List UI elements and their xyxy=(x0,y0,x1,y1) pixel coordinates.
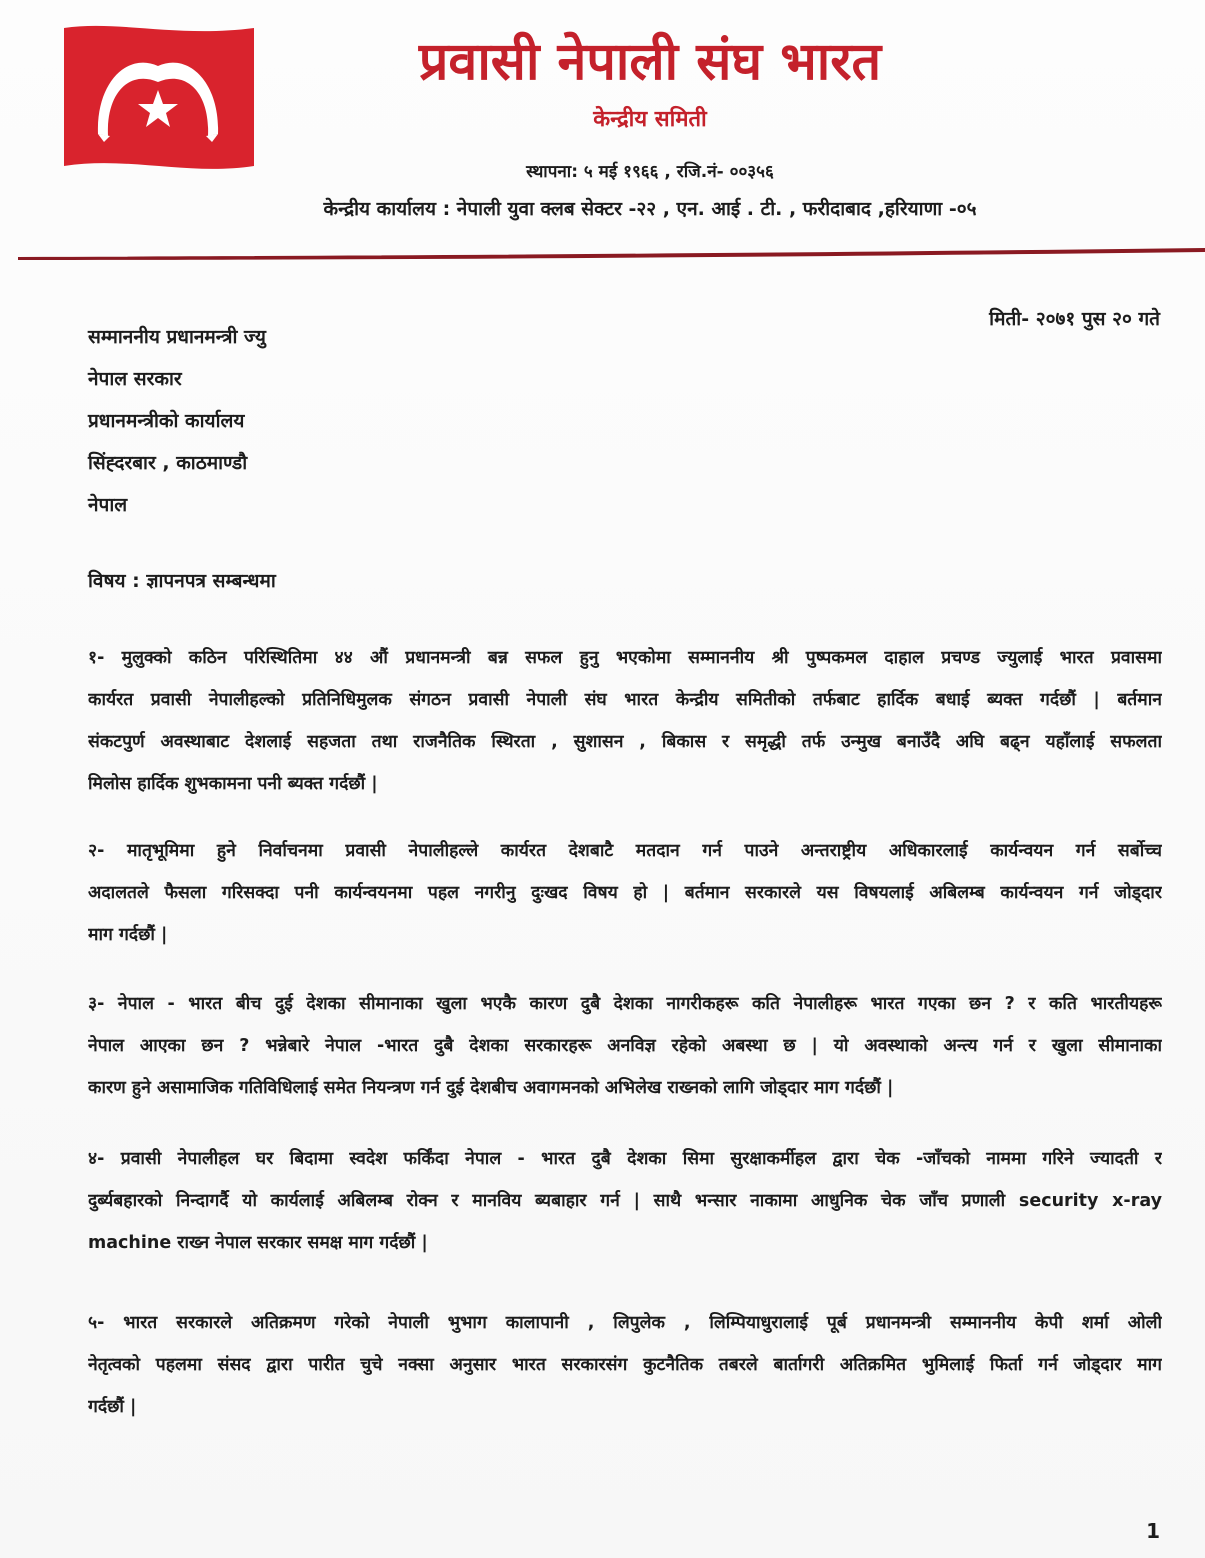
paragraph-line: २- मातृभूमिमा हुने निर्वाचनमा प्रवासी नेपालीहल्ले कार्यरत देशबाटै मतदान गर्न पाउने अन्तराष्ट्रीय अधिकारलाई कार्यन्वयन गर्न सर्बोच्च xyxy=(88,841,1162,861)
paragraph-line: कार्यरत प्रवासी नेपालीहल्को प्रतिनिधिमुलक संगठन प्रवासी नेपाली संघ भारत केन्द्रीय समितीको तर्फबाट हार्दिक बधाई ब्यक्त गर्दछौं | बर्तमान xyxy=(88,690,1162,710)
paragraph-line: संकटपुर्ण अवस्थाबाट देशलाई सहजता तथा राजनैतिक स्थिरता , सुशासन , बिकास र समृद्धी तर्फ उन्मुख बनाउँदै अघि बढ्न यहाँलाई सफलता xyxy=(88,732,1162,752)
paragraph-line: ४- प्रवासी नेपालीहल घर बिदामा स्वदेश फर्किंदा नेपाल - भारत दुबै देशका सिमा सुरक्षाकर्मीहल द्वारा चेक -जाँचको नाममा गरिने ज्यादती र xyxy=(88,1149,1162,1169)
paragraph-line: नेतृत्वको पहलमा संसद द्वारा पारीत चुचे नक्सा अनुसार भारत सरकारसंग कुटनैतिक तबरले बार्तागरी अतिक्रमित भुमिलाई फिर्ता गर्न जोड्दार माग xyxy=(88,1355,1162,1375)
paragraph-5 xyxy=(88,1302,1162,1428)
establishment-info: स्थापना: ५ मई १९६६ , रजि.नं- ००३५६ xyxy=(526,162,774,182)
paragraph-line: ३- नेपाल - भारत बीच दुई देशका सीमानाका खुला भएकै कारण दुबै देशका नागरीकहरू कति नेपालीहरू भारत गएका छन ? र कति भारतीयहरू xyxy=(88,994,1162,1014)
page-number: 1 xyxy=(1146,1519,1160,1543)
paragraph-line: ५- भारत सरकारले अतिक्रमण गरेको नेपाली भुभाग कालापानी , लिपुलेक , लिम्पियाधुरालाई पूर्ब प्रधानमन्त्री सम्माननीय केपी शर्मा ओली xyxy=(88,1313,1162,1333)
letter-date: मिती- २०७१ पुस २० गते xyxy=(989,308,1160,330)
paragraph-line: गर्दछौं | xyxy=(88,1397,137,1417)
paragraph-1 xyxy=(88,637,1162,805)
flag-logo-icon xyxy=(58,22,258,172)
recipient-line: प्रधानमन्त्रीको कार्यालय xyxy=(88,410,245,432)
paragraph-3 xyxy=(88,983,1162,1109)
paragraph-line: दुर्ब्यबहारको निन्दागर्दै यो कार्यलाई अबिलम्ब रोक्न र मानविय ब्यबाहार गर्न | साथै भन्सार नाकामा आधुनिक चेक जाँच प्रणाली security x-ray xyxy=(88,1191,1162,1211)
paragraph-line: अदालतले फैसला गरिसक्दा पनी कार्यन्वयनमा पहल नगरीनु दुःखद विषय हो | बर्तमान सरकारले यस विषयलाई अबिलम्ब कार्यन्वयन गर्न जोड्दार xyxy=(88,883,1162,903)
recipient-block xyxy=(88,316,688,526)
recipient-line: नेपाल xyxy=(88,494,128,516)
recipient-line: सिंह्दरबार , काठमाण्डौ xyxy=(88,452,248,474)
organization-title: प्रवासी नेपाली संघ भारत xyxy=(418,32,882,92)
recipient-line: नेपाल सरकार xyxy=(88,368,182,390)
paragraph-2 xyxy=(88,830,1162,956)
paragraph-line: माग गर्दछौं | xyxy=(88,925,168,945)
office-address: केन्द्रीय कार्यालय : नेपाली युवा क्लब सेक्टर -२२ , एन. आई . टी. , फरीदाबाद ,हरियाणा -०५ xyxy=(323,198,977,220)
organization-subtitle: केन्द्रीय समिती xyxy=(593,107,707,132)
subject-line: विषय : ज्ञापनपत्र सम्बन्धमा xyxy=(88,570,276,592)
paragraph-line: मिलोस हार्दिक शुभकामना पनी ब्यक्त गर्दछौं | xyxy=(88,774,378,794)
paragraph-line: १- मुलुक्को कठिन परिस्थितिमा ४४ औं प्रधानमन्त्री बन्न सफल हुनु भएकोमा सम्माननीय श्री पुष्पकमल दाहाल प्रचण्ड ज्युलाई भारत प्रवासमा xyxy=(88,648,1162,668)
recipient-line: सम्माननीय प्रधानमन्त्री ज्यु xyxy=(88,326,266,348)
paragraph-line: कारण हुने असामाजिक गतिविधिलाई समेत नियन्त्रण गर्न दुई देशबीच अवागमनको अभिलेख राख्नको लागि जोड्दार माग गर्दछौं | xyxy=(88,1078,894,1098)
paragraph-line: नेपाल आएका छन ? भन्नेबारे नेपाल -भारत दुबै देशका सरकारहरू अनविज्ञ रहेको अबस्था छ | यो अवस्थाको अन्त्य गर्न र खुला सीमानाका xyxy=(88,1036,1162,1056)
paragraph-line: machine राख्न नेपाल सरकार समक्ष माग गर्दछौं | xyxy=(88,1233,428,1253)
paragraph-4 xyxy=(88,1138,1162,1264)
